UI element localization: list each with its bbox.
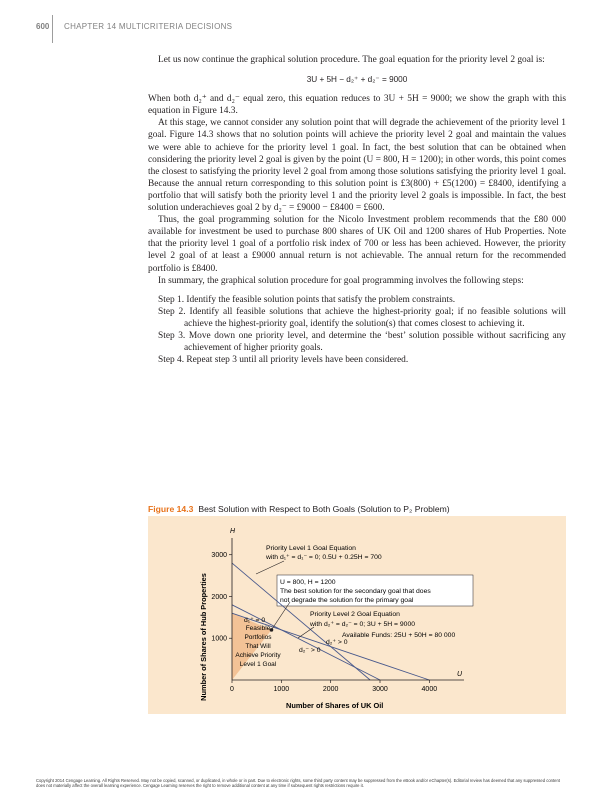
p1-goal-equation: with d₁⁺ = d₁⁻ = 0; 0.5U + 0.25H = 700 (266, 554, 382, 561)
x-tick-label: 3000 (372, 686, 388, 693)
d2-minus-region: d₂⁻ > 0 (299, 647, 321, 654)
goal-equation: 3U + 5H − d₂⁺ + d₂⁻ = 9000 (306, 75, 408, 85)
p2-goal-leader (298, 627, 314, 638)
figure-label: Figure 14.3 (148, 504, 194, 514)
y-tick-label: 3000 (211, 552, 227, 560)
step-2: Step 2. Identify all feasible solutions that achieve the highest-priority goal; if no feasible solutions will achieve the highest-priority goal, identify the solution(s) that comes closest to achieving it. (158, 306, 566, 329)
feasible-label-5: Level 1 Goal (239, 661, 277, 668)
goal-chart (148, 516, 566, 714)
available-funds-label: Available Funds: 25U + 50H = 80 000 (342, 632, 456, 639)
feasible-label-4: Achieve Priority (235, 652, 281, 659)
paragraph-3: At this stage, we cannot consider any solution point that will degrade the achievement of the priority level 1 goal. Figure 14.3 shows that no solution points will achieve the priority level 2 goal and maintain the values we were able to achieve for the priority level 1 goal. In fact, the best solution that can be obtained when considering the priority level 2 goal is given by the point (U = 800, H = 1200); in other words, this point comes the closest to satisfying the priority level 2 goal from among those solutions satisfying the priority level 1 goal. Because the annual return corresponding to this solution point is £3(800) + £5(1200) = £8400, identifying a portfolio that will satisfy both the priority level 1 and the priority level 2 goals is impossible. In fact, the best solution underachieves goal 2 by d₂⁻ = £9000 − £8400 = £600. (148, 118, 566, 214)
figure-caption (148, 504, 450, 514)
step-1: Step 1. Identify the feasible solution points that satisfy the problem constraints. (158, 294, 456, 305)
figure-caption-text: Best Solution with Respect to Both Goals (Solution to P₂ Problem) (198, 504, 450, 514)
d2-plus-region: d₂⁺ > 0 (326, 639, 348, 646)
body-text (148, 54, 566, 366)
d1-plus-label: d₁⁺ = 0 (244, 617, 266, 624)
paragraph-1: Let us now continue the graphical solution procedure. The goal equation for the priority level 2 goal is: (158, 55, 545, 65)
y-axis-name: H (230, 528, 236, 535)
y-axis-label: Number of Shares of Hub Properties (199, 573, 208, 701)
copyright-notice: Copyright 2014 Cengage Learning. All Rights Reserved. May not be copied, scanned, or duplicated, in whole or in part. Due to electronic rights, some third party content may be suppressed from the eBook and/or eChapter(s). Editorial review has deemed that any suppressed content does not materially affect the overall learning experience. Cengage Learning reserves the right to remove additional content at any time if subsequent rights restrictions require it. (36, 778, 560, 789)
page-number: 600 (36, 22, 50, 31)
p1-goal-leader (256, 561, 284, 574)
p1-goal-title: Priority Level 1 Goal Equation (266, 545, 356, 552)
header-divider (52, 15, 53, 43)
feasible-label-2: Portfolios (244, 634, 272, 641)
x-axis-name: U (457, 671, 463, 678)
x-tick-label: 0 (230, 686, 234, 693)
step-4: Step 4. Repeat step 3 until all priority levels have been considered. (158, 355, 409, 366)
p2-goal-title: Priority Level 2 Goal Equation (310, 611, 400, 618)
best-solution-coords: U = 800, H = 1200 (280, 579, 336, 586)
feasible-label-3: That Will (245, 643, 271, 650)
feasible-label-1: Feasible (245, 625, 271, 632)
best-solution-note-1: The best solution for the secondary goal that does (280, 588, 431, 595)
paragraph-5: In summary, the graphical solution procedure for goal programming involves the following steps: (158, 275, 524, 286)
y-tick-label: 2000 (211, 593, 227, 601)
paragraph-4: Thus, the goal programming solution for the Nicolo Investment problem recommends that the £80 000 available for investment be used to purchase 800 shares of UK Oil and 1200 shares of Hub Properties. Note that the priority level 1 goal of a portfolio risk index of 700 or less has been achieved. However, the priority level 2 goal of at least a £9000 annual return is not achievable. The annual return for the recommended portfolio is £8400. (148, 215, 566, 274)
p2-goal-equation: with d₂⁺ = d₂⁻ = 0; 3U + 5H = 9000 (310, 621, 416, 628)
paragraph-2: When both d₂⁺ and d₂⁻ equal zero, this equation reduces to 3U + 5H = 9000; we show the graph with this equation in Figure 14.3. (148, 94, 566, 117)
y-tick-label: 1000 (211, 635, 227, 643)
step-3: Step 3. Move down one priority level, and determine the ‘best’ solution possible without sacrificing any achievement of higher priority goals. (158, 330, 566, 354)
x-tick-label: 1000 (273, 686, 290, 693)
x-axis-label: Number of Shares of UK Oil (286, 701, 384, 710)
page-header (0, 0, 600, 40)
best-solution-note-2: not degrade the solution for the primary goal (280, 597, 414, 604)
chapter-title: CHAPTER 14 MULTICRITERIA DECISIONS (64, 22, 233, 31)
x-tick-label: 2000 (322, 686, 339, 693)
figure-panel (148, 516, 566, 714)
x-tick-label: 4000 (421, 686, 438, 693)
